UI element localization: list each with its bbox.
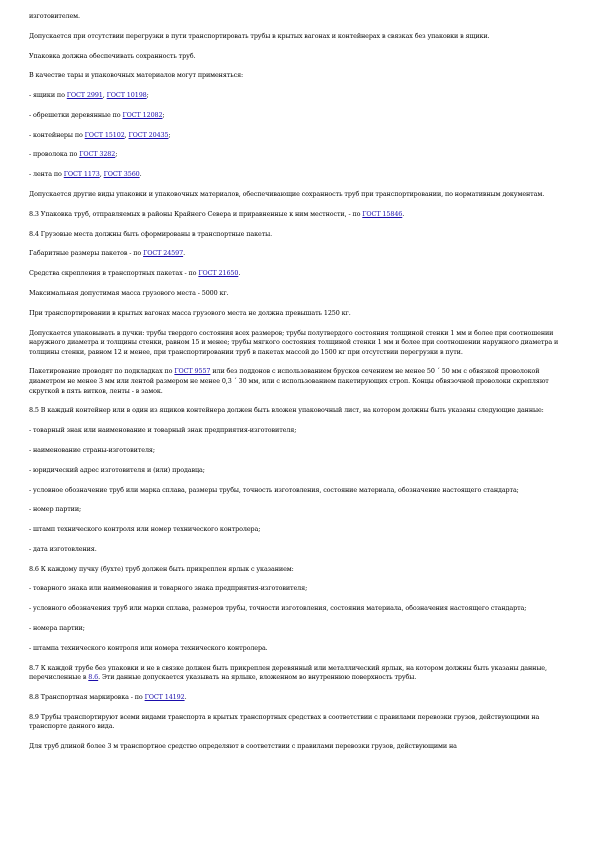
paragraph-text: 8.6 К каждому пучку (бухте) труб должен быть прикреплен ярлык с указанием: xyxy=(29,564,294,573)
paragraph xyxy=(29,742,569,752)
standard-link[interactable]: ГОСТ 1173 xyxy=(63,170,100,179)
paragraph xyxy=(29,466,569,476)
paragraph-text: - контейнеры по xyxy=(29,130,85,139)
paragraph-text: Для труб длиной более 3 м транспортное средство определяют в соответствии с правилами перевозки грузов, действующими на xyxy=(29,742,457,751)
paragraph-text: 8.8 Транспортная маркировка - по xyxy=(29,692,145,701)
paragraph-text: 8.3 Упаковка труб, отправляемых в районы Крайнего Севера и приравненные к ним местности, - по xyxy=(29,209,363,218)
paragraph-text: 8.4 Грузовые места должны быть сформированы в транспортные пакеты. xyxy=(29,229,273,238)
paragraph xyxy=(29,131,569,141)
paragraph xyxy=(29,190,569,200)
paragraph-text: 8.9 Трубы транспортируют всеми видами транспорта в крытых транспортных средствах в соответствии с правилами перевозки грузов, действующими на транспорте данного вида. xyxy=(29,712,540,731)
standard-link[interactable]: ГОСТ 24597 xyxy=(143,249,184,258)
paragraph-text: - условное обозначение труб или марка сплава, размеры трубы, точность изготовления, состояние материала, обозначение настоящего стандарта; xyxy=(29,485,519,494)
paragraph-text: - юридический адрес изготовителя и (или) продавца; xyxy=(29,465,205,474)
paragraph xyxy=(29,71,569,81)
paragraph-text: Упаковка должна обеспечивать сохранность труб. xyxy=(29,51,196,60)
paragraph-text: - товарный знак или наименование и товарный знак предприятия-изготовителя; xyxy=(29,426,297,435)
paragraph xyxy=(29,230,569,240)
standard-link[interactable]: ГОСТ 9557 xyxy=(174,367,211,376)
paragraph xyxy=(29,525,569,535)
paragraph xyxy=(29,249,569,259)
paragraph xyxy=(29,624,569,634)
standard-link[interactable]: 8.6 xyxy=(88,673,99,682)
paragraph-text: - товарного знака или наименования и товарного знака предприятия-изготовителя; xyxy=(29,584,308,593)
paragraph-text: Средства скрепления в транспортных пакетах - по xyxy=(29,269,199,278)
paragraph xyxy=(29,91,569,101)
paragraph xyxy=(29,713,569,732)
paragraph-text: ; xyxy=(146,91,149,100)
paragraph-text: - ящики по xyxy=(29,91,67,100)
paragraph xyxy=(29,644,569,654)
paragraph-text: . xyxy=(402,209,405,218)
paragraph-text: - проволока по xyxy=(29,150,80,159)
paragraph xyxy=(29,406,569,416)
paragraph xyxy=(29,446,569,456)
paragraph-text: В качестве тары и упаковочных материалов могут применяться: xyxy=(29,71,244,80)
standard-link[interactable]: ГОСТ 15846 xyxy=(362,209,403,218)
paragraph-text: . xyxy=(238,269,241,278)
standard-link[interactable]: ГОСТ 21650 xyxy=(198,269,239,278)
paragraph xyxy=(29,367,569,396)
paragraph-text: - номер партии; xyxy=(29,505,82,514)
standard-link[interactable]: ГОСТ 12082 xyxy=(122,110,163,119)
paragraph-text: . Эти данные допускается указывать на ярлыке, вложенном во внутреннюю поверхность трубы. xyxy=(98,673,417,682)
standard-link[interactable]: ГОСТ 14192 xyxy=(144,692,185,701)
paragraph-text: Пакетирование проводят по подкладках по xyxy=(29,367,175,376)
paragraph-text: Габаритные размеры пакетов - по xyxy=(29,249,144,258)
paragraph-text: - обрешетки деревянные по xyxy=(29,110,123,119)
paragraph xyxy=(29,584,569,594)
paragraph-text: При транспортировании в крытых вагонах масса грузового места не должна превышать 1250 кг. xyxy=(29,308,351,317)
paragraph xyxy=(29,170,569,180)
paragraph-text: Допускается при отсутствии перегрузки в пути транспортировать трубы в крытых вагонах и контейнерах в связках без упаковки в ящики. xyxy=(29,31,490,40)
paragraph-text: изготовителем. xyxy=(29,12,80,20)
paragraph-text: . xyxy=(184,692,187,701)
paragraph xyxy=(29,426,569,436)
paragraph xyxy=(29,565,569,575)
paragraph-text: - номера партии; xyxy=(29,624,85,633)
paragraph-text: - дата изготовления. xyxy=(29,544,97,553)
paragraph-text: 8.7 К каждой трубе без упаковки и не в связке должен быть прикреплен деревянный или металлический ярлык, на котором должны быть указаны данные, перечисленные в xyxy=(29,663,547,682)
paragraph-text: Допускается упаковывать в пучки: трубы твердого состояния всех размеров; трубы полутвердого состояния толщиной стенки 1 мм и более при соотношении наружного диаметра и толщины стенки, равном 15 и менее; трубы мягкого состояния толщиной стенки 1 мм и более при соотношении наружного диаметра и толщины стенки, равном 12 и менее, при транспортировании труб в пакетах массой до 1500 кг при отсутствии перегрузки в пути. xyxy=(29,328,559,356)
standard-link[interactable]: ГОСТ 3560 xyxy=(103,170,140,179)
paragraph xyxy=(29,52,569,62)
paragraph-text: ; xyxy=(168,130,171,139)
paragraph-text: . xyxy=(183,249,186,258)
paragraph-text: - лента по xyxy=(29,170,64,179)
paragraph-text: Допускается другие виды упаковки и упаковочных материалов, обеспечивающие сохранность труб при транспортировании, по нормативным документам. xyxy=(29,190,545,199)
paragraph xyxy=(29,32,569,42)
paragraph xyxy=(29,289,569,299)
paragraph xyxy=(29,329,569,358)
paragraph xyxy=(29,693,569,703)
paragraph xyxy=(29,111,569,121)
paragraph-text: 8.5 В каждый контейнер или в один из ящиков контейнера должен быть вложен упаковочный лист, на котором должны быть указаны следующие данные: xyxy=(29,406,544,415)
paragraph xyxy=(29,664,569,683)
paragraph xyxy=(29,12,569,22)
paragraph-text: - штамп технического контроля или номер технического контролера; xyxy=(29,525,261,534)
paragraph-text: - условного обозначения труб или марки сплава, размеров трубы, точности изготовления, состояния материала, обозначения настоящего стандарта; xyxy=(29,604,527,613)
paragraph-text: , xyxy=(99,170,104,179)
paragraph xyxy=(29,269,569,279)
paragraph xyxy=(29,545,569,555)
paragraph xyxy=(29,505,569,515)
paragraph-text: ; xyxy=(115,150,118,159)
standard-link[interactable]: ГОСТ 2991 xyxy=(66,91,103,100)
paragraph xyxy=(29,150,569,160)
document-body xyxy=(29,12,569,762)
paragraph-text: или без поддонов с использованием брусков сечением не менее 50 ´ 50 мм с обвязкой проволокой диаметром не менее 3 мм или лентой размером не менее 0,3 ´ 30 мм, или с использованием пакетирующих строп. Концы обвязочной проволоки скрепляют скруткой в пять витков, ленты - в замок. xyxy=(29,367,549,395)
paragraph xyxy=(29,604,569,614)
paragraph xyxy=(29,309,569,319)
standard-link[interactable]: ГОСТ 10198 xyxy=(106,91,147,100)
paragraph xyxy=(29,486,569,496)
standard-link[interactable]: ГОСТ 3282 xyxy=(79,150,116,159)
standard-link[interactable]: ГОСТ 20435 xyxy=(128,130,169,139)
paragraph-text: , xyxy=(124,130,129,139)
paragraph-text: , xyxy=(102,91,107,100)
paragraph-text: ; xyxy=(162,110,165,119)
paragraph-text: - штампа технического контроля или номера технического контролера. xyxy=(29,643,268,652)
paragraph-text: . xyxy=(139,170,142,179)
paragraph xyxy=(29,210,569,220)
standard-link[interactable]: ГОСТ 15102 xyxy=(84,130,125,139)
paragraph-text: Максимальная допустимая масса грузового места - 5000 кг. xyxy=(29,288,229,297)
paragraph-text: - наименование страны-изготовителя; xyxy=(29,446,155,454)
